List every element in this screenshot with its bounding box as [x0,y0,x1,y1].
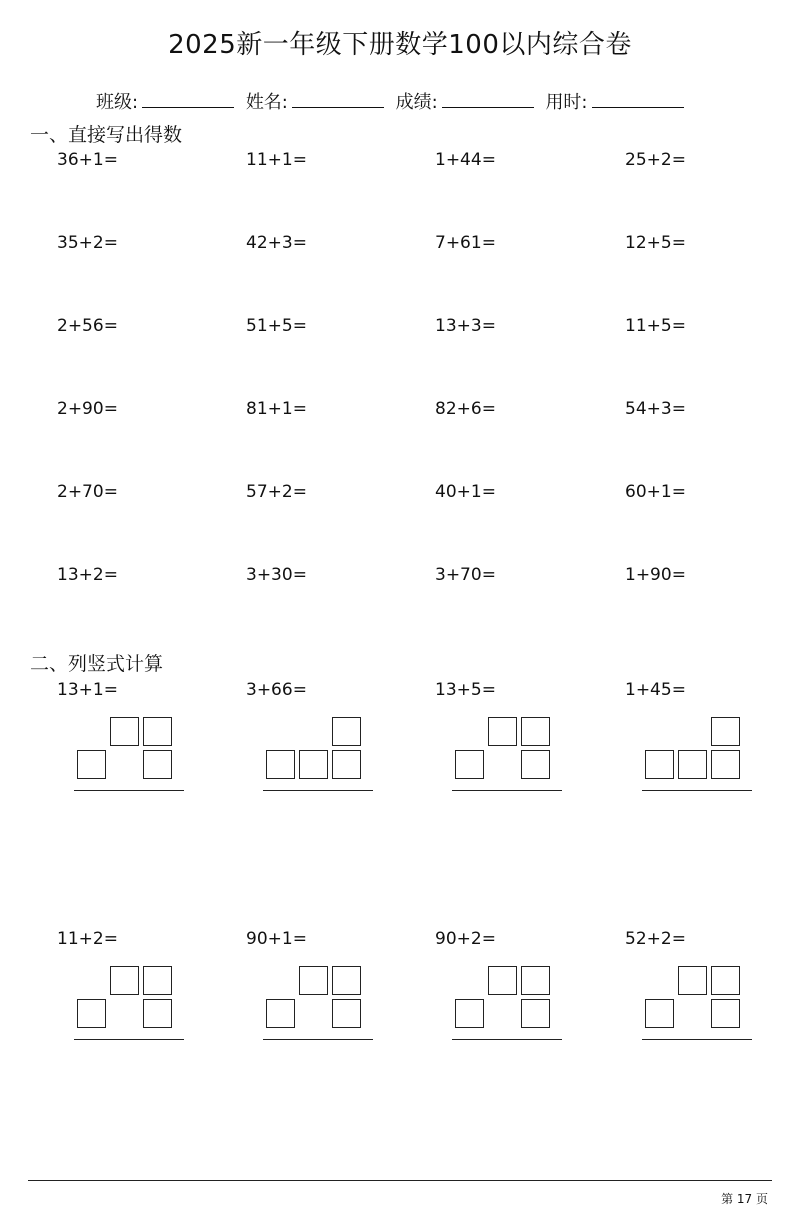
digit-box[interactable] [110,717,139,746]
digit-box[interactable] [711,999,740,1028]
problem: 57+2= [246,482,307,502]
digit-box[interactable] [711,717,740,746]
name-field [246,88,384,114]
problem: 3+30= [246,565,307,585]
answer-line [263,790,373,791]
class-field [96,88,234,114]
class-label: 班级: [96,92,139,113]
answer-line [74,790,184,791]
problem: 36+1= [57,150,118,170]
digit-box[interactable] [77,750,106,779]
digit-box[interactable] [455,999,484,1028]
digit-box[interactable] [299,966,328,995]
answer-line [452,1039,562,1040]
digit-box[interactable] [110,966,139,995]
digit-box[interactable] [332,966,361,995]
digit-box[interactable] [678,966,707,995]
problem: 11+1= [246,150,307,170]
digit-box[interactable] [332,750,361,779]
problem: 1+44= [435,150,496,170]
digit-box[interactable] [143,717,172,746]
digit-box[interactable] [299,750,328,779]
page-number: 第 17 页 [721,1192,768,1206]
digit-box[interactable] [143,966,172,995]
answer-line [642,1039,752,1040]
problem: 12+5= [625,233,686,253]
problem: 13+1= [57,680,118,700]
digit-box[interactable] [521,999,550,1028]
student-info-line [96,88,690,114]
class-blank[interactable] [142,106,234,108]
digit-box[interactable] [678,750,707,779]
worksheet-title: 2025新一年级下册数学100以内综合卷 [168,30,632,60]
problem: 3+66= [246,680,307,700]
digit-box[interactable] [143,999,172,1028]
digit-box[interactable] [266,999,295,1028]
problem: 90+1= [246,929,307,949]
problem: 7+61= [435,233,496,253]
digit-box[interactable] [143,750,172,779]
problem: 42+3= [246,233,307,253]
digit-box[interactable] [711,966,740,995]
problem: 13+2= [57,565,118,585]
problem: 35+2= [57,233,118,253]
digit-box[interactable] [77,999,106,1028]
score-label: 成绩: [395,92,438,113]
digit-box[interactable] [332,717,361,746]
problem: 51+5= [246,316,307,336]
score-field [396,88,534,114]
time-field [545,88,683,114]
problem: 11+2= [57,929,118,949]
section-1-title: 一、直接写出得数 [30,124,183,146]
problem: 54+3= [625,399,686,419]
digit-box[interactable] [332,999,361,1028]
answer-line [263,1039,373,1040]
time-blank[interactable] [592,106,684,108]
digit-box[interactable] [266,750,295,779]
problem: 11+5= [625,316,686,336]
problem: 25+2= [625,150,686,170]
problem: 3+70= [435,565,496,585]
answer-line [74,1039,184,1040]
answer-line [452,790,562,791]
digit-box[interactable] [521,717,550,746]
problem: 2+70= [57,482,118,502]
name-blank[interactable] [292,106,384,108]
section-2-title: 二、列竖式计算 [30,653,164,675]
name-label: 姓名: [245,92,288,113]
time-label: 用时: [545,92,588,113]
digit-box[interactable] [521,750,550,779]
digit-box[interactable] [645,999,674,1028]
problem: 2+90= [57,399,118,419]
problem: 82+6= [435,399,496,419]
problem: 13+5= [435,680,496,700]
problem: 90+2= [435,929,496,949]
problem: 81+1= [246,399,307,419]
problem: 52+2= [625,929,686,949]
problem: 1+45= [625,680,686,700]
problem: 13+3= [435,316,496,336]
problem: 60+1= [625,482,686,502]
digit-box[interactable] [521,966,550,995]
footer-divider [28,1180,772,1181]
digit-box[interactable] [645,750,674,779]
problem: 2+56= [57,316,118,336]
answer-line [642,790,752,791]
digit-box[interactable] [488,717,517,746]
problem: 40+1= [435,482,496,502]
digit-box[interactable] [455,750,484,779]
score-blank[interactable] [442,106,534,108]
problem: 1+90= [625,565,686,585]
digit-box[interactable] [711,750,740,779]
digit-box[interactable] [488,966,517,995]
